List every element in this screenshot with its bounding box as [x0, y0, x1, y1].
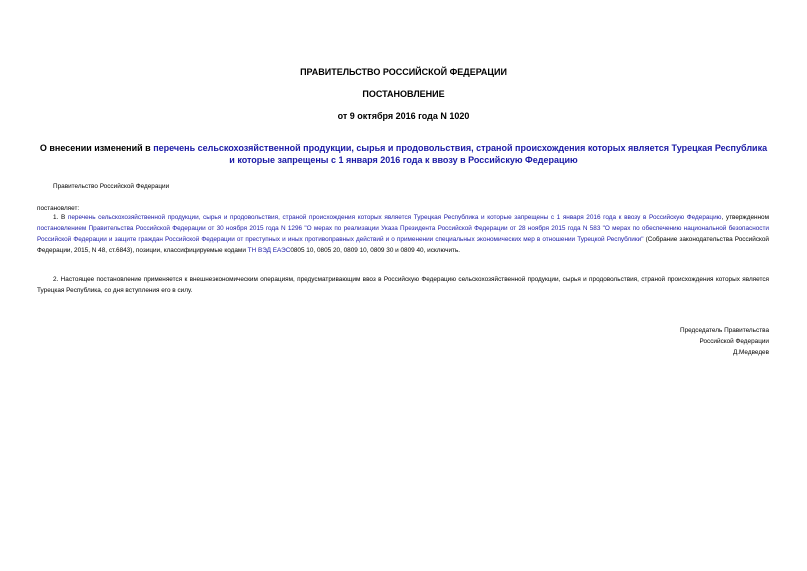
signature-position-line1: Председатель Правительства: [680, 327, 769, 334]
paragraph-2: 2. Настоящее постановление применяется к внешнеэкономическим операциям, предусматривающим ввоз в Российскую Федерацию сельскохозяйственной продукции, сырья и продовольствия, страной происхождения которых является Турецкая Республика, со дня вступления его в силу.: [37, 276, 769, 294]
government-heading: ПРАВИТЕЛЬСТВО РОССИЙСКОЙ ФЕДЕРАЦИИ: [300, 67, 507, 77]
intro-text: Правительство Российской Федерации: [53, 183, 170, 190]
paragraph-1-text-b: , утвержденном: [721, 214, 769, 221]
signature-position-line2: Российской Федерации: [699, 338, 769, 345]
document-title: [36, 142, 771, 166]
paragraph-1-text-a: 1. В: [53, 214, 68, 221]
title-list-link[interactable]: перечень сельскохозяйственной продукции, сырья и продовольствия, страной происхождения которых является Турецкая Республика и которые запрещены с 1 января 2016 года к ввозу в Российскую Федерацию: [153, 143, 768, 165]
document-type-heading: ПОСТАНОВЛЕНИЕ: [362, 89, 445, 99]
decides-text: постановляет:: [37, 205, 80, 212]
paragraph-1-text-c: (Собрание законодательства Российской Федерации, 2015, N 48, ст.6843), позиции, классифицируемые кодами: [37, 236, 770, 254]
paragraph-1: [37, 212, 769, 256]
signature-name: Д.Медведев: [732, 349, 769, 356]
title-prefix: О внесении изменений в: [39, 143, 154, 153]
list-link[interactable]: перечень сельскохозяйственной продукции, сырья и продовольствия, страной происхождения которых является Турецкая Республика и которые запрещены с 1 января 2016 года к ввозу в Российскую Федерацию: [67, 214, 722, 221]
date-number-heading: от 9 октября 2016 года N 1020: [337, 111, 470, 121]
resolution-link[interactable]: постановлением Правительства Российской Федерации от 30 ноября 2015 года N 1296 "О мерах по реализации Указа Президента Российской Федерации от 28 ноября 2015 года N 583 "О мерах по обеспечению национальной безопасности Российской Федерации и защите граждан Российской Федерации от преступных и иных противоправных действий и о применении специальных экономических мер в отношении Турецкой Республики": [37, 225, 769, 243]
paragraph-1-text-d: 0805 10, 0805 20, 0809 10, 0809 30 и 0809 40, исключить.: [290, 247, 461, 254]
tnved-link[interactable]: ТН ВЭД ЕАЭС: [247, 247, 291, 254]
